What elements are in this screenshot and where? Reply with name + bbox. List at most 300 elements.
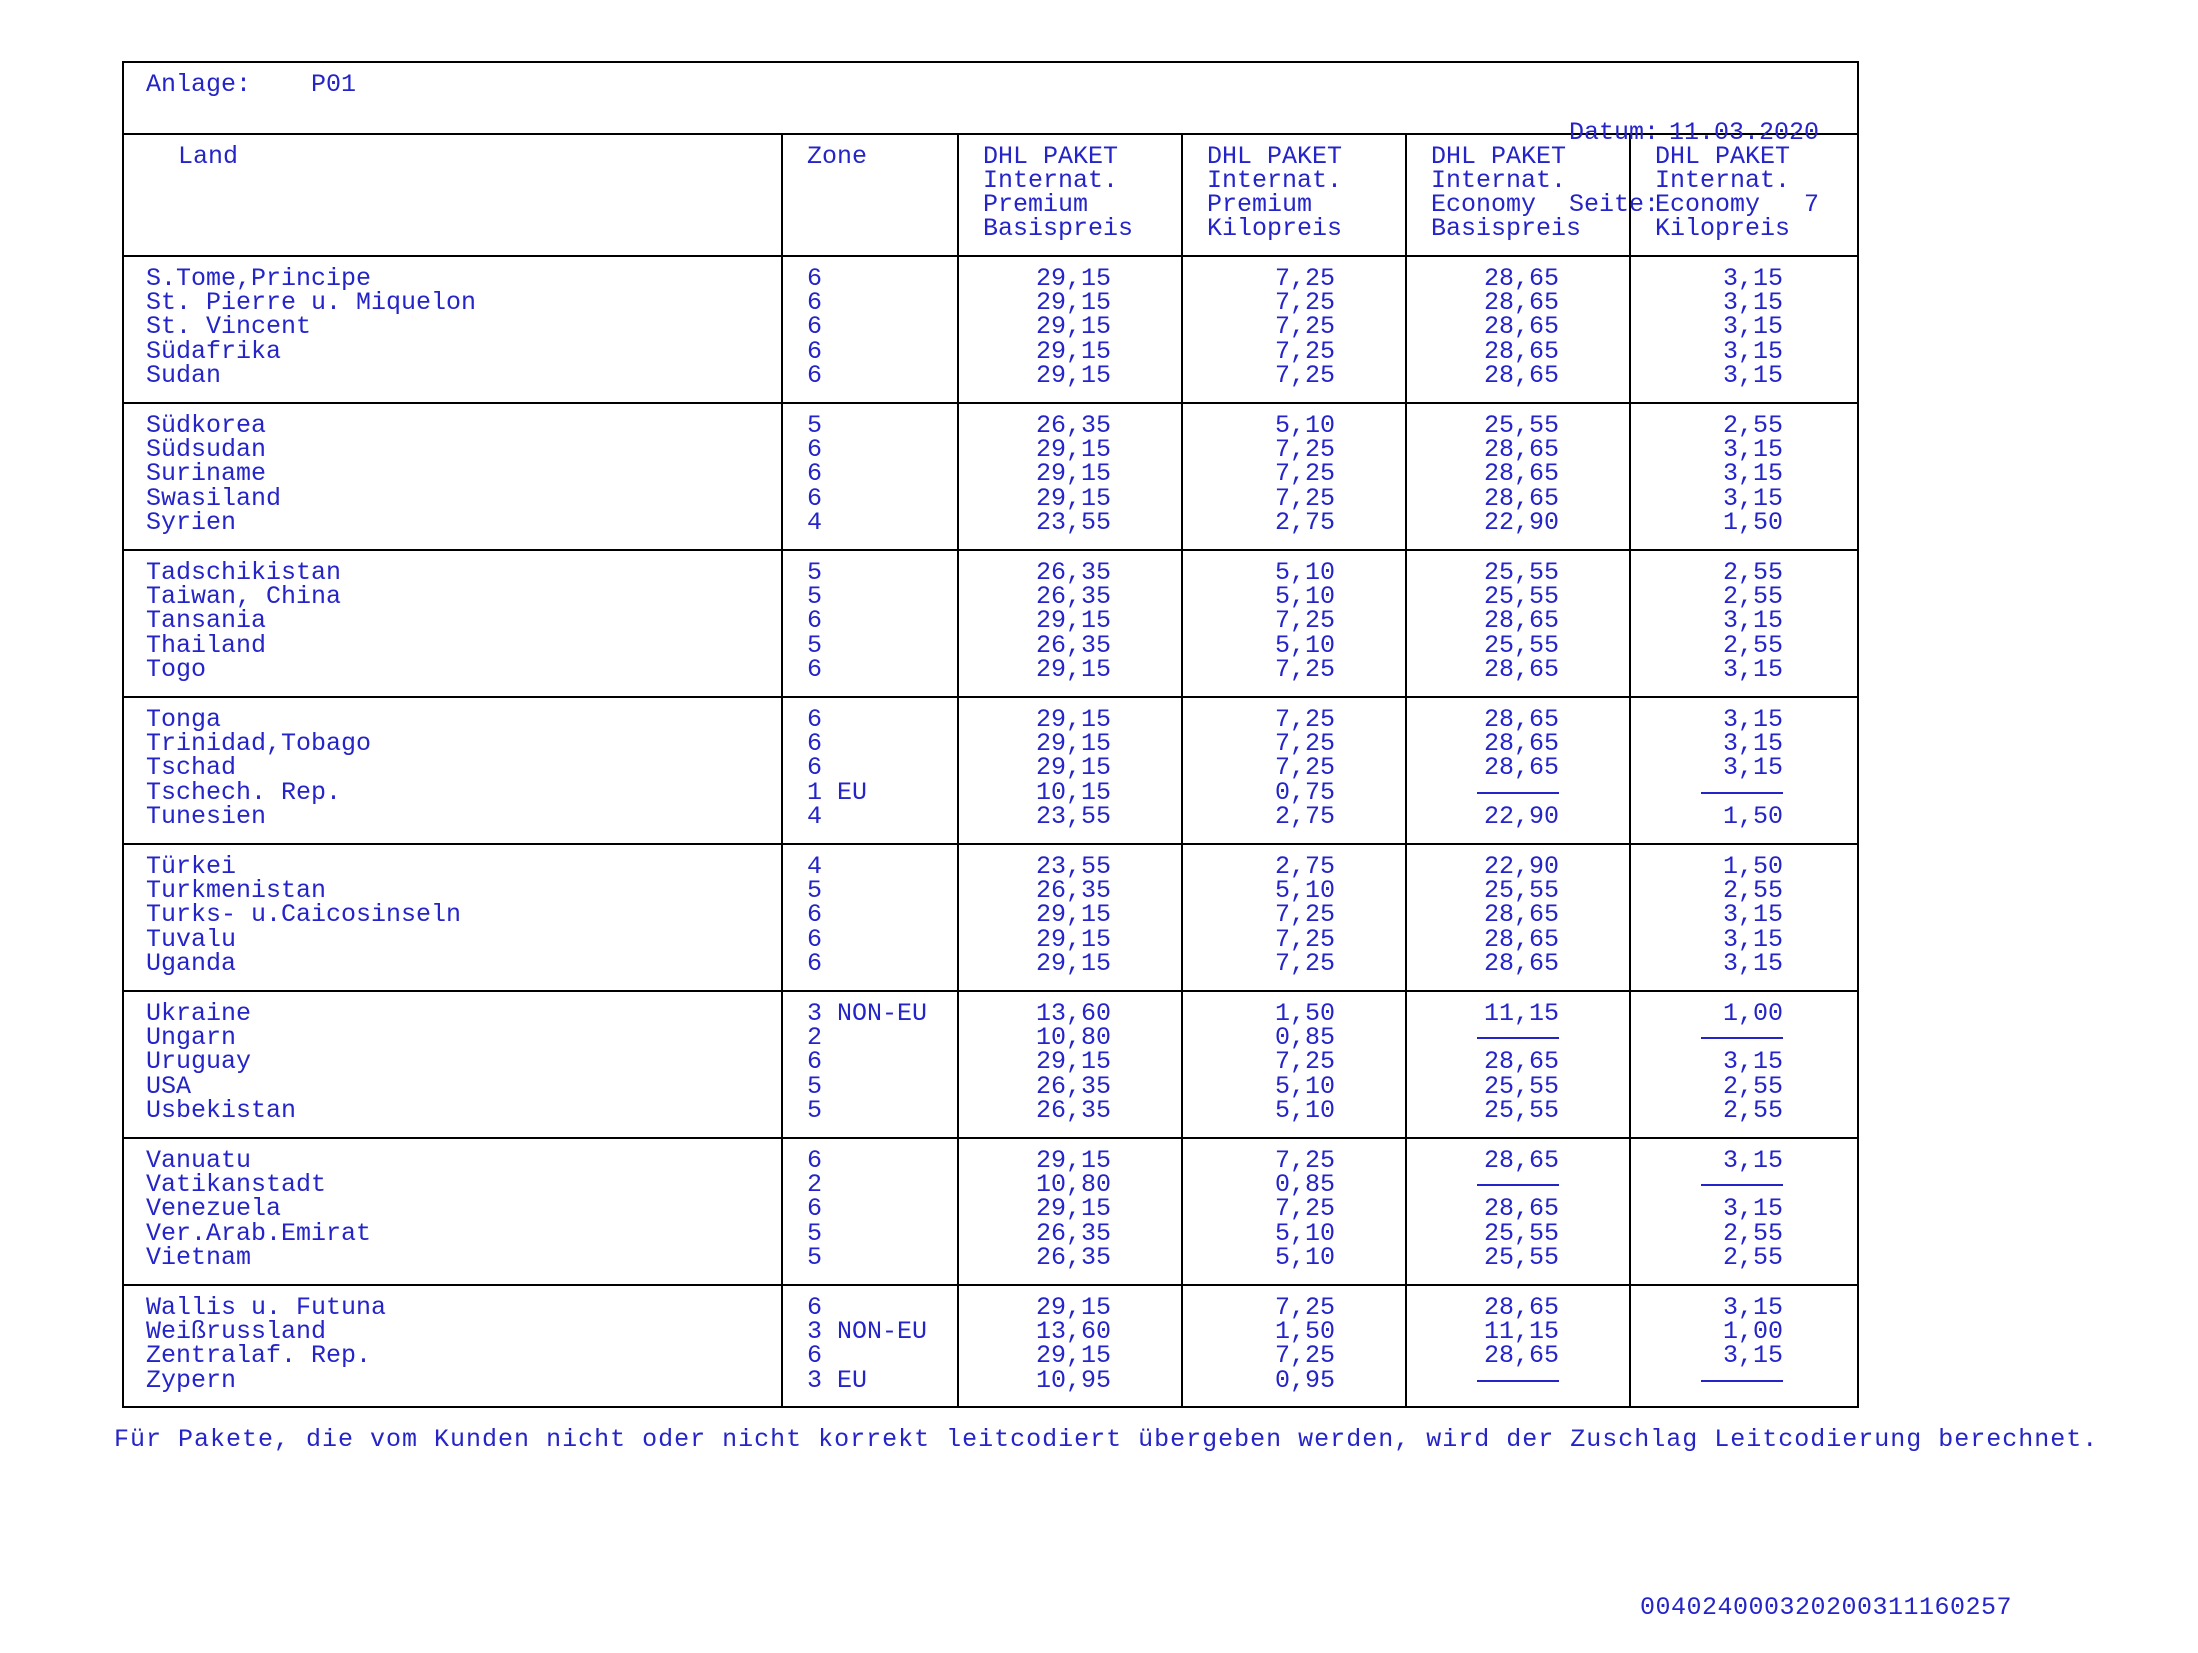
price-value: 1,50 [1722, 852, 1783, 881]
anlage-value: P01 [311, 70, 357, 99]
country-name: Ungarn [146, 1023, 237, 1053]
column-premium-kilo [1181, 845, 1405, 990]
price-value: 28,65 [1483, 924, 1559, 954]
column-economy-kilo [1629, 257, 1853, 402]
price-value: 7,25 [1274, 924, 1335, 954]
price-value: 29,15 [1035, 924, 1111, 954]
price-value: 13,60 [1035, 1317, 1111, 1347]
price-value: 2,75 [1274, 852, 1335, 881]
price-value: 7,25 [1274, 1293, 1335, 1322]
price-value: 5,10 [1274, 558, 1335, 587]
price-value: 13,60 [1035, 999, 1111, 1028]
price-value: 11,15 [1483, 1317, 1559, 1347]
price-value: 28,65 [1483, 288, 1559, 318]
price-value: 26,35 [1035, 582, 1111, 612]
column-zone [781, 257, 957, 402]
price-value: 5,10 [1274, 411, 1335, 440]
price-value: 29,15 [1035, 435, 1111, 465]
price-value: 29,15 [1035, 312, 1111, 342]
column-economy-basis [1405, 992, 1629, 1137]
column-economy-kilo [1629, 992, 1853, 1137]
price-value: 29,15 [1035, 459, 1111, 489]
zone-value: 5 [807, 558, 823, 587]
column-zone [781, 551, 957, 696]
zone-value: 6 [807, 900, 823, 930]
zone-value: 5 [807, 411, 823, 440]
column-header-land [124, 135, 781, 255]
column-premium-kilo [1181, 551, 1405, 696]
column-premium-basis [957, 1139, 1181, 1284]
price-value: 29,15 [1035, 948, 1111, 978]
empty-value-line [1407, 1369, 1629, 1393]
country-name: Tonga [146, 705, 222, 734]
column-header-line: Economy [1431, 190, 1537, 219]
price-value: 7,25 [1274, 1146, 1335, 1175]
country-name: Uruguay [146, 1047, 252, 1077]
country-group [124, 404, 1857, 551]
price-value: 2,55 [1722, 1071, 1783, 1101]
country-name: Zypern [146, 1365, 237, 1395]
country-name: Tuvalu [146, 924, 237, 954]
seite-value: 7 [1803, 190, 1819, 219]
price-value: 28,65 [1483, 483, 1559, 513]
price-value: 28,65 [1483, 360, 1559, 390]
price-value: 29,15 [1035, 729, 1111, 759]
country-name: Tansania [146, 606, 267, 636]
price-table [122, 61, 1859, 1408]
price-value: 10,95 [1035, 1365, 1111, 1395]
empty-value-line [1407, 781, 1629, 805]
column-land [124, 404, 781, 549]
price-value: 29,15 [1035, 1047, 1111, 1077]
column-header-premium-kilo [1181, 135, 1405, 255]
column-zone [781, 1286, 957, 1406]
country-name: Zentralaf. Rep. [146, 1341, 372, 1371]
empty-value-line [1631, 781, 1853, 805]
price-value: 0,85 [1274, 1170, 1335, 1200]
price-value: 26,35 [1035, 1095, 1111, 1125]
column-land [124, 551, 781, 696]
column-premium-basis [957, 992, 1181, 1137]
price-value: 7,25 [1274, 1047, 1335, 1077]
empty-value-line [1631, 1026, 1853, 1050]
price-value: 25,55 [1483, 582, 1559, 612]
column-header-line: Basispreis [1431, 214, 1582, 243]
price-value: 23,55 [1035, 507, 1111, 537]
column-header-line: Land [178, 142, 239, 171]
column-zone [781, 1139, 957, 1284]
price-value: 26,35 [1035, 630, 1111, 660]
price-value: 7,25 [1274, 705, 1335, 734]
column-economy-kilo [1629, 1286, 1853, 1406]
country-name: Trinidad,Tobago [146, 729, 372, 759]
country-name: Tschad [146, 753, 237, 783]
price-value: 25,55 [1483, 558, 1559, 587]
country-name: Südkorea [146, 411, 267, 440]
zone-value: 6 [807, 1194, 823, 1224]
zone-value: 2 [807, 1023, 823, 1053]
column-header-line: Basispreis [983, 214, 1134, 243]
price-value: 28,65 [1483, 729, 1559, 759]
price-value: 3,15 [1722, 483, 1783, 513]
column-premium-kilo [1181, 1139, 1405, 1284]
zone-value: 6 [807, 924, 823, 954]
column-header-line: Internat. [1655, 166, 1791, 195]
zone-value: 4 [807, 507, 823, 537]
price-value: 29,15 [1035, 753, 1111, 783]
empty-value-line [1407, 1173, 1629, 1197]
column-zone [781, 992, 957, 1137]
price-value: 2,55 [1722, 1218, 1783, 1248]
column-premium-basis [957, 404, 1181, 549]
column-header-line: DHL PAKET [1655, 142, 1791, 171]
price-value: 7,25 [1274, 1341, 1335, 1371]
country-name: Turkmenistan [146, 876, 327, 906]
price-value: 7,25 [1274, 288, 1335, 318]
column-header-zone [781, 135, 957, 255]
price-value: 3,15 [1722, 705, 1783, 734]
price-value: 5,10 [1274, 1242, 1335, 1272]
price-value: 29,15 [1035, 1146, 1111, 1175]
column-zone [781, 698, 957, 843]
column-economy-basis [1405, 698, 1629, 843]
price-value: 2,55 [1722, 1095, 1783, 1125]
price-value: 5,10 [1274, 876, 1335, 906]
price-value: 3,15 [1722, 654, 1783, 684]
column-premium-basis [957, 1286, 1181, 1406]
country-name: Tschech. Rep. [146, 777, 342, 807]
country-name: Vanuatu [146, 1146, 252, 1175]
column-header-premium-basis [957, 135, 1181, 255]
country-name: St. Vincent [146, 312, 312, 342]
column-economy-basis [1405, 257, 1629, 402]
column-land [124, 845, 781, 990]
zone-value: 4 [807, 852, 823, 881]
price-value: 22,90 [1483, 507, 1559, 537]
country-name: Swasiland [146, 483, 282, 513]
country-name: Südafrika [146, 336, 282, 366]
zone-value: 5 [807, 876, 823, 906]
price-value: 7,25 [1274, 1194, 1335, 1224]
price-value: 1,50 [1274, 999, 1335, 1028]
price-value: 25,55 [1483, 1095, 1559, 1125]
price-value: 5,10 [1274, 582, 1335, 612]
column-header-line: Internat. [1431, 166, 1567, 195]
column-premium-kilo [1181, 698, 1405, 843]
country-name: Vatikanstadt [146, 1170, 327, 1200]
column-header-line: DHL PAKET [1431, 142, 1567, 171]
column-header-line: DHL PAKET [1207, 142, 1343, 171]
price-value: 28,65 [1483, 753, 1559, 783]
price-value: 2,55 [1722, 876, 1783, 906]
price-value: 25,55 [1483, 411, 1559, 440]
price-value: 3,15 [1722, 753, 1783, 783]
country-name: Sudan [146, 360, 222, 390]
price-value: 29,15 [1035, 1194, 1111, 1224]
country-name: Syrien [146, 507, 237, 537]
price-value: 28,65 [1483, 654, 1559, 684]
zone-value: 6 [807, 1341, 823, 1371]
price-value: 28,65 [1483, 1146, 1559, 1175]
zone-value: 1 EU [807, 777, 868, 807]
price-value: 26,35 [1035, 1218, 1111, 1248]
empty-value-line [1631, 1369, 1853, 1393]
zone-value: 6 [807, 1293, 823, 1322]
price-value: 3,15 [1722, 336, 1783, 366]
price-value: 25,55 [1483, 1242, 1559, 1272]
country-group [124, 992, 1857, 1139]
price-value: 29,15 [1035, 1293, 1111, 1322]
zone-value: 6 [807, 729, 823, 759]
zone-value: 6 [807, 654, 823, 684]
price-value: 7,25 [1274, 753, 1335, 783]
country-name: Südsudan [146, 435, 267, 465]
column-economy-kilo [1629, 404, 1853, 549]
column-header-line: Economy [1655, 190, 1761, 219]
country-name: Tadschikistan [146, 558, 342, 587]
price-value: 23,55 [1035, 852, 1111, 881]
price-value: 7,25 [1274, 900, 1335, 930]
price-value: 28,65 [1483, 459, 1559, 489]
column-zone [781, 845, 957, 990]
price-value: 1,00 [1722, 1317, 1783, 1347]
zone-value: 3 NON-EU [807, 1317, 928, 1347]
price-value: 29,15 [1035, 288, 1111, 318]
price-value: 2,75 [1274, 507, 1335, 537]
price-value: 29,15 [1035, 1341, 1111, 1371]
zone-value: 6 [807, 435, 823, 465]
seite-label: Seite: [1568, 190, 1659, 219]
column-header-line: Premium [983, 190, 1089, 219]
country-name: St. Pierre u. Miquelon [146, 288, 477, 318]
price-value: 28,65 [1483, 1341, 1559, 1371]
price-value: 5,10 [1274, 1095, 1335, 1125]
column-land [124, 992, 781, 1137]
column-header-line: Kilopreis [1655, 214, 1791, 243]
price-value: 29,15 [1035, 264, 1111, 293]
country-name: Ukraine [146, 999, 252, 1028]
column-premium-kilo [1181, 992, 1405, 1137]
price-value: 11,15 [1483, 999, 1559, 1028]
price-value: 29,15 [1035, 900, 1111, 930]
column-land [124, 1286, 781, 1406]
price-value: 26,35 [1035, 876, 1111, 906]
price-value: 7,25 [1274, 435, 1335, 465]
price-value: 7,25 [1274, 459, 1335, 489]
price-value: 3,15 [1722, 948, 1783, 978]
price-value: 1,50 [1274, 1317, 1335, 1347]
price-value: 3,15 [1722, 1194, 1783, 1224]
column-economy-basis [1405, 551, 1629, 696]
price-value: 7,25 [1274, 360, 1335, 390]
country-name: Uganda [146, 948, 237, 978]
country-name: Taiwan, China [146, 582, 342, 612]
price-value: 0,95 [1274, 1365, 1335, 1395]
document-code: 004024000320200311160257 [1640, 1593, 2013, 1622]
column-header-line: DHL PAKET [983, 142, 1119, 171]
column-economy-basis [1405, 1286, 1629, 1406]
price-value: 2,55 [1722, 411, 1783, 440]
price-value: 29,15 [1035, 654, 1111, 684]
price-value: 3,15 [1722, 1047, 1783, 1077]
table-body [124, 135, 1857, 1406]
column-economy-kilo [1629, 698, 1853, 843]
zone-value: 5 [807, 630, 823, 660]
price-value: 28,65 [1483, 1194, 1559, 1224]
country-name: Thailand [146, 630, 267, 660]
column-zone [781, 404, 957, 549]
price-value: 1,50 [1722, 507, 1783, 537]
column-header-line: Premium [1207, 190, 1313, 219]
country-group [124, 1139, 1857, 1286]
zone-value: 6 [807, 459, 823, 489]
price-value: 7,25 [1274, 654, 1335, 684]
datum-label: Datum: [1568, 118, 1659, 147]
price-value: 28,65 [1483, 900, 1559, 930]
empty-value-line [1407, 1026, 1629, 1050]
price-value: 29,15 [1035, 705, 1111, 734]
date-page-info [1569, 73, 1819, 265]
price-value: 7,25 [1274, 336, 1335, 366]
anlage-label: Anlage: [146, 70, 252, 99]
country-name: S.Tome,Principe [146, 264, 372, 293]
price-value: 29,15 [1035, 606, 1111, 636]
price-value: 29,15 [1035, 483, 1111, 513]
price-value: 3,15 [1722, 264, 1783, 293]
country-name: Venezuela [146, 1194, 282, 1224]
zone-value: 6 [807, 753, 823, 783]
column-header-line: Internat. [1207, 166, 1343, 195]
price-value: 3,15 [1722, 435, 1783, 465]
column-premium-basis [957, 698, 1181, 843]
price-value: 3,15 [1722, 606, 1783, 636]
price-value: 3,15 [1722, 1293, 1783, 1322]
country-group [124, 257, 1857, 404]
column-land [124, 257, 781, 402]
column-economy-kilo [1629, 1139, 1853, 1284]
price-value: 7,25 [1274, 264, 1335, 293]
anlage-info [146, 70, 357, 99]
price-value: 22,90 [1483, 801, 1559, 831]
price-value: 26,35 [1035, 1242, 1111, 1272]
price-value: 3,15 [1722, 1146, 1783, 1175]
price-value: 28,65 [1483, 1047, 1559, 1077]
price-value: 0,85 [1274, 1023, 1335, 1053]
price-value: 28,65 [1483, 435, 1559, 465]
price-value: 1,00 [1722, 999, 1783, 1028]
column-header-line: Zone [807, 142, 868, 171]
price-value: 10,80 [1035, 1023, 1111, 1053]
country-group [124, 845, 1857, 992]
column-premium-kilo [1181, 1286, 1405, 1406]
price-value: 3,15 [1722, 459, 1783, 489]
price-value: 3,15 [1722, 360, 1783, 390]
price-value: 26,35 [1035, 1071, 1111, 1101]
column-header-line: Kilopreis [1207, 214, 1343, 243]
country-name: Weißrussland [146, 1317, 327, 1347]
price-value: 26,35 [1035, 558, 1111, 587]
zone-value: 6 [807, 483, 823, 513]
zone-value: 3 EU [807, 1365, 868, 1395]
column-premium-basis [957, 845, 1181, 990]
zone-value: 5 [807, 1218, 823, 1248]
country-name: Togo [146, 654, 207, 684]
zone-value: 6 [807, 606, 823, 636]
zone-value: 6 [807, 312, 823, 342]
price-value: 23,55 [1035, 801, 1111, 831]
price-value: 25,55 [1483, 1218, 1559, 1248]
zone-value: 5 [807, 1242, 823, 1272]
country-name: Ver.Arab.Emirat [146, 1218, 372, 1248]
zone-value: 6 [807, 948, 823, 978]
zone-value: 2 [807, 1170, 823, 1200]
country-group [124, 1286, 1857, 1406]
price-value: 3,15 [1722, 312, 1783, 342]
price-value: 22,90 [1483, 852, 1559, 881]
zone-value: 5 [807, 582, 823, 612]
zone-value: 6 [807, 360, 823, 390]
column-header-line: Internat. [983, 166, 1119, 195]
zone-value: 4 [807, 801, 823, 831]
country-name: Usbekistan [146, 1095, 297, 1125]
price-value: 25,55 [1483, 1071, 1559, 1101]
column-economy-basis [1405, 1139, 1629, 1284]
price-value: 28,65 [1483, 1293, 1559, 1322]
column-economy-basis [1405, 845, 1629, 990]
column-land [124, 698, 781, 843]
column-premium-kilo [1181, 257, 1405, 402]
zone-value: 5 [807, 1071, 823, 1101]
price-value: 25,55 [1483, 630, 1559, 660]
price-value: 0,75 [1274, 777, 1335, 807]
price-value: 7,25 [1274, 606, 1335, 636]
zone-value: 6 [807, 1146, 823, 1175]
price-value: 26,35 [1035, 411, 1111, 440]
column-premium-kilo [1181, 404, 1405, 549]
price-value: 5,10 [1274, 630, 1335, 660]
price-value: 1,50 [1722, 801, 1783, 831]
price-value: 7,25 [1274, 948, 1335, 978]
price-value: 2,75 [1274, 801, 1335, 831]
column-premium-basis [957, 551, 1181, 696]
zone-value: 6 [807, 288, 823, 318]
datum-value: 11.03.2020 [1668, 118, 1819, 147]
price-value: 2,55 [1722, 558, 1783, 587]
price-value: 10,80 [1035, 1170, 1111, 1200]
zone-value: 3 NON-EU [807, 999, 928, 1028]
price-value: 25,55 [1483, 876, 1559, 906]
price-value: 3,15 [1722, 729, 1783, 759]
country-group [124, 698, 1857, 845]
country-name: Türkei [146, 852, 237, 881]
empty-value-line [1631, 1173, 1853, 1197]
country-name: Tunesien [146, 801, 267, 831]
country-group [124, 551, 1857, 698]
price-value: 3,15 [1722, 900, 1783, 930]
price-value: 3,15 [1722, 1341, 1783, 1371]
zone-value: 6 [807, 1047, 823, 1077]
price-value: 7,25 [1274, 483, 1335, 513]
country-name: Suriname [146, 459, 267, 489]
price-value: 28,65 [1483, 336, 1559, 366]
price-value: 2,55 [1722, 630, 1783, 660]
footnote: Für Pakete, die vom Kunden nicht oder nicht korrekt leitcodiert übergeben werden, wird der Zuschlag Leitcodierung berechnet. [114, 1425, 2099, 1454]
price-value: 7,25 [1274, 312, 1335, 342]
zone-value: 6 [807, 705, 823, 734]
country-name: USA [146, 1071, 192, 1101]
zone-value: 5 [807, 1095, 823, 1125]
price-value: 2,55 [1722, 1242, 1783, 1272]
